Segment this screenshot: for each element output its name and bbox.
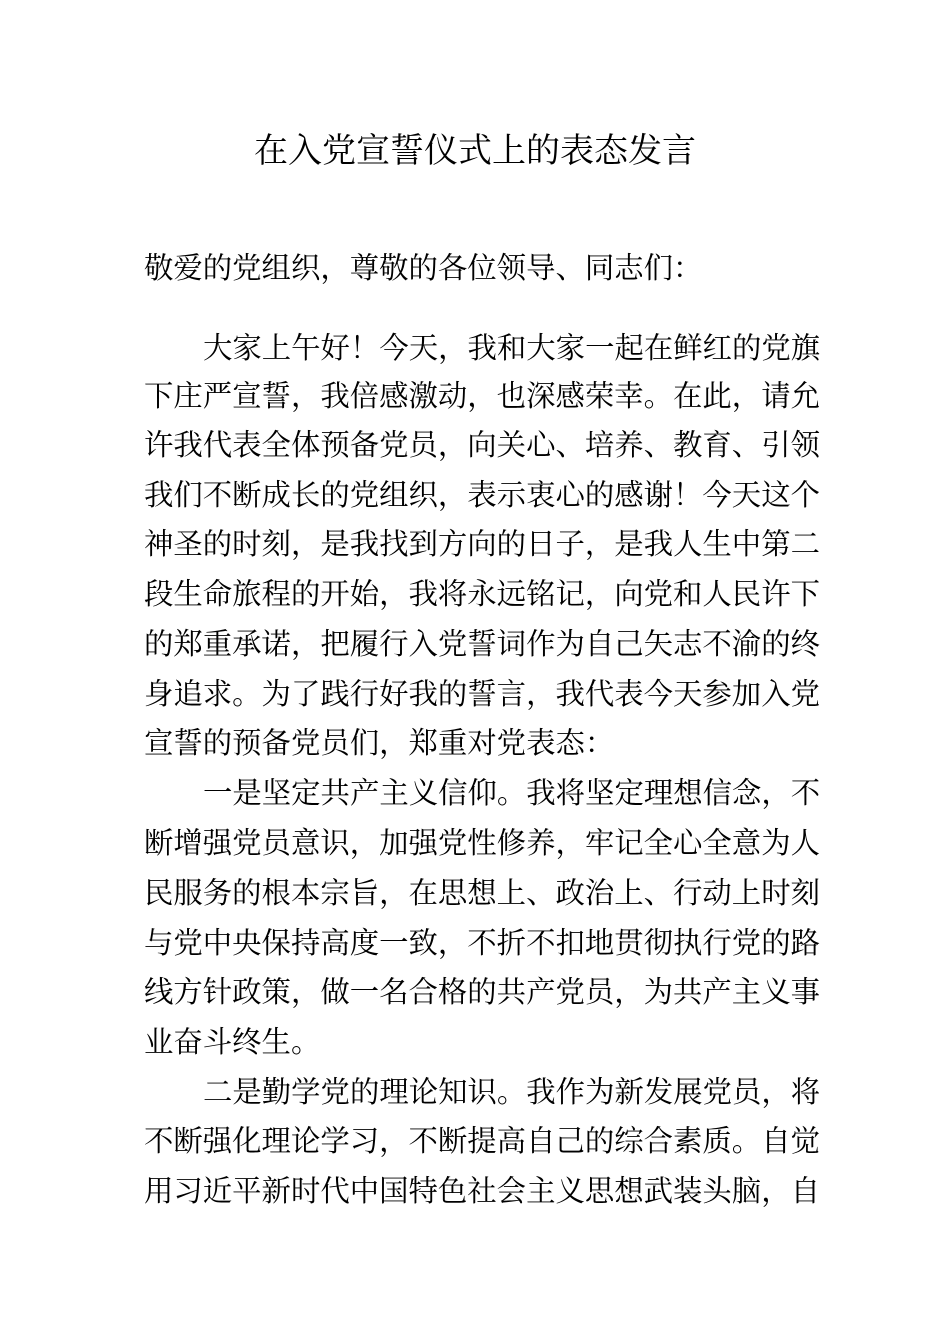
paragraph-line: 用习近平新时代中国特色社会主义思想武装头脑，自 <box>144 1174 820 1208</box>
paragraph-line: 线方针政策，做一名合格的共产党员，为共产主义事 <box>144 975 820 1009</box>
paragraph-line: 不断强化理论学习，不断提高自己的综合素质。自觉 <box>144 1124 820 1158</box>
paragraph-line: 段生命旅程的开始，我将永远铭记，向党和人民许下 <box>144 577 820 611</box>
paragraph-line: 民服务的根本宗旨，在思想上、政治上、行动上时刻 <box>144 876 820 910</box>
paragraph-line: 许我代表全体预备党员，向关心、培养、教育、引领 <box>144 428 820 462</box>
paragraph-line: 断增强党员意识，加强党性修养，牢记全心全意为人 <box>144 826 820 860</box>
paragraph-line: 宣誓的预备党员们，郑重对党表态： <box>144 726 615 760</box>
paragraph-line: 下庄严宣誓，我倍感激动，也深感荣幸。在此，请允 <box>144 379 820 413</box>
paragraph-line: 神圣的时刻，是我找到方向的日子，是我人生中第二 <box>144 527 820 561</box>
paragraph-line: 一是坚定共产主义信仰。我将坚定理想信念，不 <box>203 776 821 810</box>
paragraph-line: 我们不断成长的党组织，表示衷心的感谢！今天这个 <box>144 478 820 512</box>
paragraph-line: 二是勤学党的理论知识。我作为新发展党员，将 <box>203 1075 821 1109</box>
paragraph-line: 业奋斗终生。 <box>144 1025 321 1059</box>
salutation: 敬爱的党组织，尊敬的各位领导、同志们： <box>144 251 703 285</box>
paragraph-line: 大家上午好！今天，我和大家一起在鲜红的党旗 <box>203 331 821 365</box>
paragraph-line: 与党中央保持高度一致，不折不扣地贯彻执行党的路 <box>144 926 820 960</box>
paragraph-line: 身追求。为了践行好我的誓言，我代表今天参加入党 <box>144 677 820 711</box>
document-title: 在入党宣誓仪式上的表态发言 <box>254 131 696 171</box>
paragraph-line: 的郑重承诺，把履行入党誓词作为自己矢志不渝的终 <box>144 627 820 661</box>
